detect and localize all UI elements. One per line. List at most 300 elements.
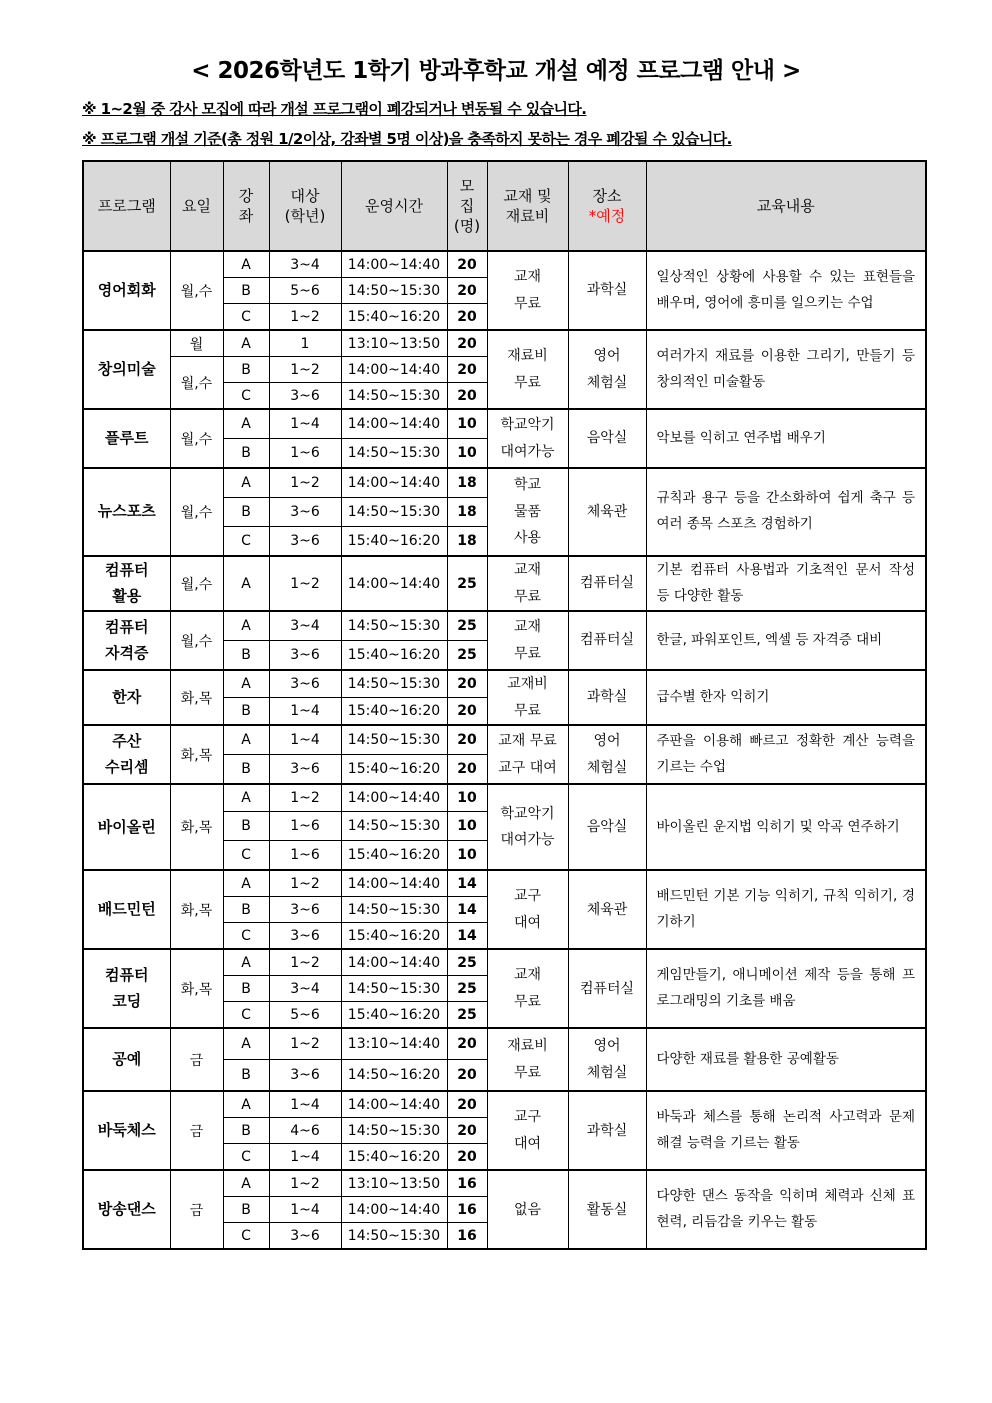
place-line: 체험실 (586, 374, 628, 391)
recruit-count: 20 (447, 1060, 487, 1092)
header-material-line: 교재 및 (503, 186, 552, 205)
recruit-count: 20 (447, 357, 487, 383)
time-cell: 14:00~14:40 (341, 1091, 447, 1118)
class-cell: C (223, 304, 269, 331)
table-row (83, 1170, 926, 1197)
content-cell: 다양한 재료를 활용한 공예활동 (646, 1028, 926, 1091)
material-line: 재료비 (507, 1038, 548, 1055)
header-class-line: 강 (238, 186, 254, 205)
day-cell: 월,수 (170, 409, 223, 468)
grade-cell: 1~4 (269, 1197, 341, 1223)
content-cell: 여러가지 재료를 이용한 그리기, 만들기 등 창의적인 미술활동 (646, 330, 926, 409)
recruit-count: 20 (447, 1091, 487, 1118)
place-line: 과학실 (586, 282, 628, 299)
material-line: 대여 (513, 914, 542, 931)
program-name-line: 컴퓨터 (105, 618, 149, 637)
class-cell: B (223, 755, 269, 785)
day-cell: 화,목 (170, 870, 223, 949)
content-cell: 규칙과 용구 등을 간소화하여 쉽게 축구 등 여러 종목 스포츠 경험하기 (646, 468, 926, 556)
program-name (83, 251, 170, 330)
program-name-line: 한자 (112, 688, 142, 707)
material-cell (487, 468, 568, 556)
recruit-count: 25 (447, 611, 487, 641)
time-cell: 13:10~14:40 (341, 1028, 447, 1060)
recruit-count: 18 (447, 498, 487, 527)
recruit-count: 10 (447, 841, 487, 871)
content-cell: 기본 컴퓨터 사용법과 기초적인 문서 작성 등 다양한 활동 (646, 556, 926, 611)
day-cell: 월,수 (170, 468, 223, 556)
time-cell: 15:40~16:20 (341, 641, 447, 671)
header-row (83, 161, 926, 251)
day-cell: 월,수 (170, 251, 223, 330)
grade-cell: 1~4 (269, 1144, 341, 1171)
grade-cell: 3~6 (269, 383, 341, 410)
recruit-count: 25 (447, 949, 487, 976)
time-cell: 14:50~15:30 (341, 897, 447, 923)
content-cell: 바이올린 운지법 익히기 및 악곡 연주하기 (646, 784, 926, 870)
place-line: 컴퓨터실 (579, 632, 635, 649)
material-line: 교재 (513, 562, 542, 578)
program-group (83, 330, 926, 409)
recruit-count: 10 (447, 439, 487, 469)
recruit-count: 16 (447, 1223, 487, 1250)
recruit-count: 10 (447, 784, 487, 812)
class-cell: A (223, 1170, 269, 1197)
header-program: 프로그램 (83, 161, 170, 251)
grade-cell: 1~6 (269, 841, 341, 871)
place-cell (568, 725, 646, 784)
material-line: 학교 (513, 477, 542, 494)
material-line: 교재비 (507, 676, 548, 693)
program-name-line: 활용 (112, 586, 142, 605)
material-cell (487, 251, 568, 330)
grade-cell: 1~2 (269, 304, 341, 331)
place-cell (568, 251, 646, 330)
grade-cell: 1~2 (269, 468, 341, 498)
table-row (83, 1028, 926, 1060)
place-cell (568, 784, 646, 870)
header-target-line: 대상 (290, 186, 320, 205)
place-cell (568, 949, 646, 1028)
header-place (568, 161, 646, 251)
time-cell: 15:40~16:20 (341, 1002, 447, 1029)
program-name-line: 플루트 (105, 428, 149, 447)
time-cell: 14:50~15:30 (341, 611, 447, 641)
material-line: 무료 (513, 588, 542, 605)
content-cell: 게임만들기, 애니메이션 제작 등을 통해 프로그래밍의 기초를 배움 (646, 949, 926, 1028)
class-cell: C (223, 527, 269, 557)
day-cell: 화,목 (170, 949, 223, 1028)
recruit-count: 20 (447, 383, 487, 410)
recruit-count: 20 (447, 1028, 487, 1060)
time-cell: 15:40~16:20 (341, 755, 447, 785)
class-cell: B (223, 641, 269, 671)
time-cell: 14:50~15:30 (341, 1223, 447, 1250)
grade-cell: 3~6 (269, 498, 341, 527)
material-line: 무료 (513, 645, 542, 662)
material-line: 교재 (513, 268, 542, 285)
program-name-line: 바이올린 (97, 817, 156, 836)
header-recruit-line: 집 (459, 196, 475, 215)
header-recruit (447, 161, 487, 251)
time-cell: 14:50~15:30 (341, 812, 447, 841)
class-cell: B (223, 357, 269, 383)
class-cell: A (223, 870, 269, 897)
program-name-line: 컴퓨터 (105, 561, 149, 580)
material-cell (487, 330, 568, 409)
time-cell: 14:50~15:30 (341, 1118, 447, 1144)
header-recruit-line: (명) (453, 217, 481, 236)
day-cell: 월,수 (170, 611, 223, 670)
class-cell: A (223, 556, 269, 611)
content-cell: 다양한 댄스 동작을 익히며 체력과 신체 표현력, 리듬감을 키우는 활동 (646, 1170, 926, 1249)
program-name (83, 949, 170, 1028)
header-target-line: (학년) (284, 207, 326, 225)
material-line: 무료 (513, 993, 542, 1010)
class-cell: B (223, 278, 269, 304)
time-cell: 14:50~15:30 (341, 725, 447, 755)
material-line: 대여가능 (500, 443, 555, 460)
class-cell: C (223, 1002, 269, 1029)
material-cell (487, 670, 568, 725)
day-cell: 월,수 (170, 357, 223, 410)
program-group (83, 670, 926, 725)
day-cell: 화,목 (170, 725, 223, 784)
table-row (83, 725, 926, 755)
program-name-line: 공예 (112, 1050, 142, 1069)
program-name (83, 1091, 170, 1170)
header-content: 교육내용 (646, 161, 926, 251)
material-line: 없음 (513, 1201, 542, 1218)
grade-cell: 1 (269, 330, 341, 357)
material-line: 대여 (513, 1135, 542, 1152)
place-line: 컴퓨터실 (579, 575, 635, 592)
header-recruit-line: 모 (459, 176, 475, 195)
class-cell: A (223, 251, 269, 278)
day-cell: 월 (170, 330, 223, 357)
class-cell: B (223, 1197, 269, 1223)
grade-cell: 1~2 (269, 949, 341, 976)
program-group (83, 870, 926, 949)
table-row (83, 556, 926, 611)
recruit-count: 20 (447, 251, 487, 278)
material-line: 대여가능 (500, 832, 555, 849)
recruit-count: 10 (447, 409, 487, 439)
grade-cell: 1~2 (269, 357, 341, 383)
program-group (83, 949, 926, 1028)
class-cell: A (223, 949, 269, 976)
content-cell: 주판을 이용해 빠르고 정확한 계산 능력을 기르는 수업 (646, 725, 926, 784)
material-line: 무료 (513, 374, 542, 391)
class-cell: A (223, 611, 269, 641)
recruit-count: 10 (447, 812, 487, 841)
table-row (83, 1091, 926, 1118)
time-cell: 14:50~15:30 (341, 498, 447, 527)
time-cell: 13:10~13:50 (341, 330, 447, 357)
time-cell: 14:00~14:40 (341, 409, 447, 439)
table-row (83, 670, 926, 698)
material-line: 무료 (513, 702, 542, 719)
program-group (83, 409, 926, 468)
day-cell: 금 (170, 1091, 223, 1170)
program-group (83, 1170, 926, 1249)
grade-cell: 3~6 (269, 527, 341, 557)
recruit-count: 20 (447, 304, 487, 331)
material-line: 교재 무료 (498, 733, 557, 750)
program-group (83, 1091, 926, 1170)
time-cell: 14:50~15:30 (341, 670, 447, 698)
class-cell: B (223, 1118, 269, 1144)
material-line: 학교악기 (500, 805, 555, 822)
class-cell: C (223, 923, 269, 950)
material-cell (487, 1091, 568, 1170)
time-cell: 14:00~14:40 (341, 468, 447, 498)
material-line: 재료비 (507, 347, 548, 364)
material-line: 무료 (513, 1064, 542, 1081)
table-row (83, 784, 926, 812)
class-cell: A (223, 1028, 269, 1060)
place-cell (568, 468, 646, 556)
time-cell: 14:50~15:30 (341, 383, 447, 410)
table-row (83, 251, 926, 278)
content-cell: 급수별 한자 익히기 (646, 670, 926, 725)
time-cell: 15:40~16:20 (341, 1144, 447, 1171)
notice-line: ※ 프로그램 개설 기준(총 정원 1/2이상, 강좌별 5명 이상)을 충족하지 못하는 경우 폐강될 수 있습니다. (82, 130, 732, 148)
program-group (83, 251, 926, 330)
material-line: 교재 (513, 619, 542, 636)
grade-cell: 1~4 (269, 1091, 341, 1118)
material-cell (487, 784, 568, 870)
program-name-line: 창의미술 (97, 359, 156, 378)
time-cell: 13:10~13:50 (341, 1170, 447, 1197)
material-line: 교재 (513, 967, 542, 984)
program-name-line: 뉴스포츠 (97, 502, 156, 521)
table-row (83, 409, 926, 439)
recruit-count: 16 (447, 1170, 487, 1197)
grade-cell: 3~4 (269, 611, 341, 641)
material-line: 학교악기 (500, 416, 555, 433)
place-cell (568, 670, 646, 725)
place-line: 체험실 (586, 759, 628, 776)
class-cell: A (223, 330, 269, 357)
grade-cell: 1~4 (269, 698, 341, 726)
grade-cell: 3~6 (269, 755, 341, 785)
recruit-count: 20 (447, 278, 487, 304)
time-cell: 14:00~14:40 (341, 556, 447, 611)
program-name (83, 670, 170, 725)
program-group (83, 725, 926, 784)
day-cell: 금 (170, 1028, 223, 1091)
time-cell: 14:50~16:20 (341, 1060, 447, 1092)
program-name-line: 코딩 (112, 991, 142, 1010)
program-name (83, 784, 170, 870)
time-cell: 14:00~14:40 (341, 949, 447, 976)
grade-cell: 1~4 (269, 725, 341, 755)
time-cell: 14:00~14:40 (341, 251, 447, 278)
grade-cell: 3~6 (269, 670, 341, 698)
program-name (83, 468, 170, 556)
program-name (83, 409, 170, 468)
recruit-count: 20 (447, 755, 487, 785)
program-name (83, 725, 170, 784)
grade-cell: 1~6 (269, 812, 341, 841)
place-cell (568, 409, 646, 468)
place-line: 음악실 (586, 430, 628, 447)
time-cell: 15:40~16:20 (341, 527, 447, 557)
time-cell: 14:00~14:40 (341, 784, 447, 812)
class-cell: B (223, 812, 269, 841)
grade-cell: 1~2 (269, 784, 341, 812)
header-place-line: 장소 (592, 186, 622, 205)
header-place-note: *예정 (588, 207, 626, 225)
program-group (83, 611, 926, 670)
place-cell (568, 556, 646, 611)
material-line: 교구 (513, 1109, 542, 1126)
material-line: 사용 (513, 530, 542, 547)
place-line: 체험실 (586, 1064, 628, 1081)
header-day: 요일 (170, 161, 223, 251)
program-name (83, 870, 170, 949)
recruit-count: 20 (447, 1144, 487, 1171)
program-name-line: 자격증 (105, 643, 149, 662)
material-line: 교구 (513, 888, 542, 905)
time-cell: 14:00~14:40 (341, 870, 447, 897)
content-cell: 배드민턴 기본 기능 익히기, 규칙 익히기, 경기하기 (646, 870, 926, 949)
program-group (83, 468, 926, 556)
place-cell (568, 870, 646, 949)
content-cell: 일상적인 상황에 사용할 수 있는 표현들을 배우며, 영어에 흥미를 일으키는 수업 (646, 251, 926, 330)
class-cell: B (223, 439, 269, 469)
material-line: 물품 (513, 503, 542, 520)
place-cell (568, 330, 646, 409)
place-line: 영어 (593, 1038, 621, 1055)
table-row (83, 611, 926, 641)
recruit-count: 14 (447, 870, 487, 897)
grade-cell: 1~2 (269, 870, 341, 897)
program-name (83, 556, 170, 611)
recruit-count: 20 (447, 1118, 487, 1144)
day-cell: 화,목 (170, 784, 223, 870)
day-cell: 금 (170, 1170, 223, 1249)
recruit-count: 16 (447, 1197, 487, 1223)
material-cell (487, 1170, 568, 1249)
program-group (83, 556, 926, 611)
program-name-line: 배드민턴 (97, 900, 156, 919)
recruit-count: 18 (447, 468, 487, 498)
grade-cell: 1~6 (269, 439, 341, 469)
header-class (223, 161, 269, 251)
time-cell: 14:00~14:40 (341, 357, 447, 383)
place-cell (568, 1170, 646, 1249)
header-time: 운영시간 (341, 161, 447, 251)
program-table (82, 160, 927, 1250)
recruit-count: 20 (447, 698, 487, 726)
notice-line: ※ 1~2월 중 강사 모집에 따라 개설 프로그램이 폐강되거나 변동될 수 있습니다. (82, 100, 587, 118)
place-cell (568, 611, 646, 670)
table-row (83, 870, 926, 897)
header-target (269, 161, 341, 251)
recruit-count: 25 (447, 1002, 487, 1029)
class-cell: B (223, 698, 269, 726)
grade-cell: 3~6 (269, 641, 341, 671)
material-cell (487, 870, 568, 949)
class-cell: C (223, 1144, 269, 1171)
grade-cell: 1~4 (269, 409, 341, 439)
class-cell: A (223, 468, 269, 498)
time-cell: 15:40~16:20 (341, 923, 447, 950)
program-group (83, 1028, 926, 1091)
grade-cell: 3~6 (269, 897, 341, 923)
time-cell: 15:40~16:20 (341, 304, 447, 331)
grade-cell: 3~4 (269, 976, 341, 1002)
page-title: < 2026학년도 1학기 방과후학교 개설 예정 프로그램 안내 > (191, 58, 801, 84)
grade-cell: 1~2 (269, 1028, 341, 1060)
material-cell (487, 725, 568, 784)
place-line: 컴퓨터실 (579, 980, 635, 997)
recruit-count: 14 (447, 923, 487, 950)
place-line: 음악실 (586, 819, 628, 836)
recruit-count: 20 (447, 725, 487, 755)
material-cell (487, 611, 568, 670)
day-cell: 월,수 (170, 556, 223, 611)
material-line: 교구 대여 (498, 759, 557, 776)
place-line: 영어 (593, 347, 621, 364)
table-row (83, 468, 926, 498)
class-cell: B (223, 897, 269, 923)
place-line: 과학실 (586, 1122, 628, 1139)
time-cell: 15:40~16:20 (341, 841, 447, 871)
program-name-line: 주산 (112, 732, 142, 751)
time-cell: 15:40~16:20 (341, 698, 447, 726)
class-cell: C (223, 383, 269, 410)
time-cell: 14:50~15:30 (341, 439, 447, 469)
place-line: 활동실 (586, 1201, 628, 1218)
day-cell: 화,목 (170, 670, 223, 725)
table-row (83, 949, 926, 976)
place-line: 체육관 (586, 503, 628, 520)
grade-cell: 3~6 (269, 1223, 341, 1250)
place-line: 영어 (593, 733, 621, 750)
place-line: 체육관 (586, 901, 628, 918)
class-cell: A (223, 725, 269, 755)
class-cell: A (223, 784, 269, 812)
place-line: 과학실 (586, 689, 628, 706)
place-cell (568, 1091, 646, 1170)
grade-cell: 1~2 (269, 556, 341, 611)
material-cell (487, 409, 568, 468)
content-cell: 바둑과 체스를 통해 논리적 사고력과 문제 해결 능력을 기르는 활동 (646, 1091, 926, 1170)
recruit-count: 25 (447, 556, 487, 611)
class-cell: A (223, 670, 269, 698)
time-cell: 14:00~14:40 (341, 1197, 447, 1223)
grade-cell: 3~4 (269, 251, 341, 278)
class-cell: B (223, 498, 269, 527)
grade-cell: 3~6 (269, 923, 341, 950)
program-name (83, 1028, 170, 1091)
header-material (487, 161, 568, 251)
recruit-count: 20 (447, 670, 487, 698)
recruit-count: 20 (447, 330, 487, 357)
material-cell (487, 556, 568, 611)
recruit-count: 14 (447, 897, 487, 923)
class-cell: B (223, 976, 269, 1002)
time-cell: 14:50~15:30 (341, 278, 447, 304)
program-name (83, 330, 170, 409)
grade-cell: 3~6 (269, 1060, 341, 1092)
class-cell: C (223, 1223, 269, 1250)
recruit-count: 25 (447, 976, 487, 1002)
recruit-count: 25 (447, 641, 487, 671)
